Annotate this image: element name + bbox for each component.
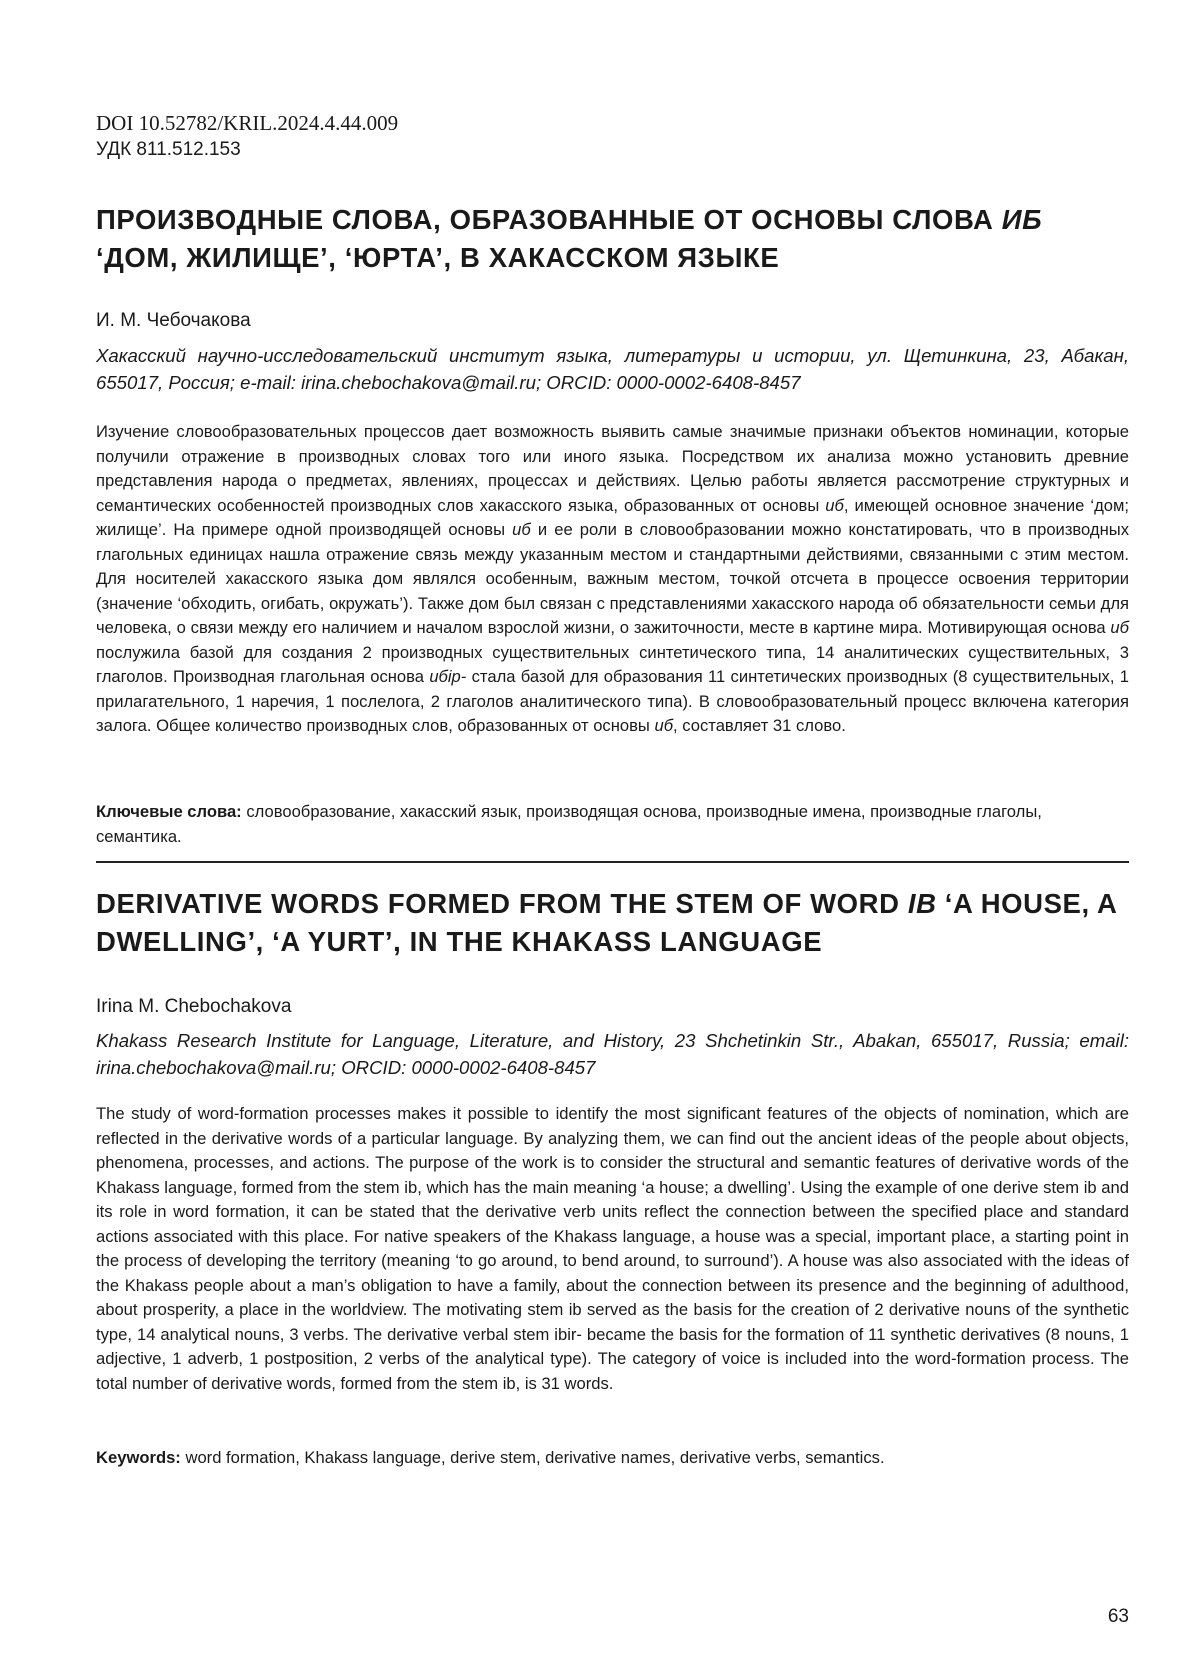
- keywords-ru-text: словообразование, хакасский язык, производящая основа, производные имена, производные глаголы, семантика.: [96, 802, 1042, 846]
- title-ru-part-2: ‘ДОМ, ЖИЛИЩЕ’, ‘ЮРТА’, В ХАКАССКОМ ЯЗЫКЕ: [96, 242, 780, 273]
- keywords-ru: [96, 800, 1129, 849]
- author-ru: И. М. Чебочакова: [96, 310, 251, 331]
- abstract-ru-text: и ее роли в словообразовании можно констатировать, что в производных глагольных единицах нашла отражение связь между указанным местом и стандартными действиями, связанными с этим местом. Для носителей хакасского языка дом являлся особенным, важным местом, точкой отсчета в процессе освоения территории (значение ‘обходить, огибать, окружать’). Также дом был связан с представлениями хакасского народа об обязательности семьи для человека, о связи между его наличием и началом взрослой жизни, о зажиточности, месте в картине мира. Мотивирующая основа: [96, 520, 1129, 637]
- keywords-en-text: word formation, Khakass language, derive stem, derivative names, derivative verbs, semantics.: [180, 1448, 885, 1467]
- title-en-part-1: DERIVATIVE WORDS FORMED FROM THE STEM OF WORD: [96, 888, 908, 919]
- keywords-ru-label: Ключевые слова:: [96, 802, 242, 821]
- title-en-italic-word: IB: [907, 888, 937, 919]
- title-en: [96, 885, 1129, 961]
- abstract-ru-text: Изучение словообразовательных процессов дает возможность выявить самые значимые признаки объектов номинации, которые получили отражение в производных словах того или иного языка. Посредством их анализа можно установить древние представления народа о предметах, явлениях, процессах и действиях. Целью работы является рассмотрение структурных и семантических особенностей производных слов хакасского языка, образованных от основы: [96, 422, 1129, 515]
- page-number: 63: [1107, 1606, 1129, 1627]
- keywords-en: [96, 1446, 1129, 1471]
- abstract-ru-text: , имеющей основное значение ‘дом; жилище’. На примере одной производящей основы: [96, 495, 1130, 539]
- doi-line: DOI 10.52782/KRIL.2024.4.44.009: [96, 111, 399, 135]
- title-ru-italic-word: ИБ: [1001, 204, 1043, 235]
- affiliation-ru: Хакасский научно-исследовательский институт языка, литературы и истории, ул. Щетинкина, 23, Абакан, 655017, Россия; e-mail: irina.chebochakova@mail.ru; ORCID: 0000-0002-6408-8457: [96, 345, 1129, 393]
- title-ru: [96, 201, 1129, 277]
- abstract-ru-italic-word: иб: [1110, 618, 1129, 637]
- journal-page: [96, 0, 1129, 1680]
- affiliation-en: Khakass Research Institute for Language, Literature, and History, 23 Shchetinkin Str., Abakan, 655017, Russia; email: irina.chebochakova@mail.ru; ORCID: 0000-0002-6408-8457: [96, 1030, 1129, 1078]
- udk-line: УДК 811.512.153: [96, 139, 241, 160]
- abstract-ru-text: послужила базой для создания 2 производных существительных синтетического типа, 14 аналитических существительных, 3 глаголов. Производная глагольная основа: [96, 642, 1129, 686]
- title-en-part-2: ‘A HOUSE, A DWELLING’, ‘A YURT’, IN THE KHAKASS LANGUAGE: [96, 888, 1117, 957]
- abstract-ru-text: , составляет 31 слово.: [673, 716, 846, 735]
- abstract-en: The study of word-formation processes makes it possible to identify the most significant features of the objects of nomination, which are reflected in the derivative words of a particular language. By analyzing them, we can find out the ancient ideas of the people about objects, phenomena, processes, and actions. The purpose of the work is to consider the structural and semantic features of derivative words of the Khakass language, formed from the stem ib, which has the main meaning ‘a house; a dwelling’. Using the example of one derive stem ib and its role in word formation, it can be stated that the derivative verb units reflect the connection between the specified place and standard actions associated with this place. For native speakers of the Khakass language, a house was a special, important place, a starting point in the process of developing the territory (meaning ‘to go around, to bend around, to surround’). A house was also associated with the ideas of the Khakass people about a man’s obligation to have a family, about the connection between its presence and the beginning of adulthood, about prosperity, a place in the worldview. The motivating stem ib served as the basis for the creation of 2 derivative nouns of the synthetic type, 14 analytical nouns, 3 verbs. The derivative verbal stem ibir- became the basis for the formation of 11 synthetic derivatives (8 nouns, 1 adjective, 1 adverb, 1 postposition, 2 verbs of the analytical type). The category of voice is included into the word-formation process. The total number of derivative words, formed from the stem ib, is 31 words.: [96, 1104, 1129, 1393]
- abstract-ru-italic-word: иб: [825, 495, 844, 515]
- keywords-en-label: Keywords:: [96, 1448, 181, 1467]
- abstract-ru-italic-word: иб: [654, 716, 674, 735]
- abstract-ru-italic-word: иб: [512, 520, 531, 539]
- title-ru-part-1: ПРОИЗВОДНЫЕ СЛОВА, ОБРАЗОВАННЫЕ ОТ ОСНОВЫ СЛОВА: [96, 204, 1002, 235]
- abstract-ru-text: стала базой для образования 11 синтетических производных (8 существительных, 1 прилагательного, 1 наречия, 1 послелога, 2 глаголов аналитического типа). В словообразовательный процесс включена категория залога. Общее количество производных слов, образованных от основы: [96, 667, 1129, 735]
- abstract-ru-italic-word: ибір-: [429, 667, 467, 686]
- abstract-ru: [96, 420, 1129, 739]
- section-divider: [96, 861, 1129, 863]
- author-en: Irina M. Chebochakova: [96, 996, 292, 1017]
